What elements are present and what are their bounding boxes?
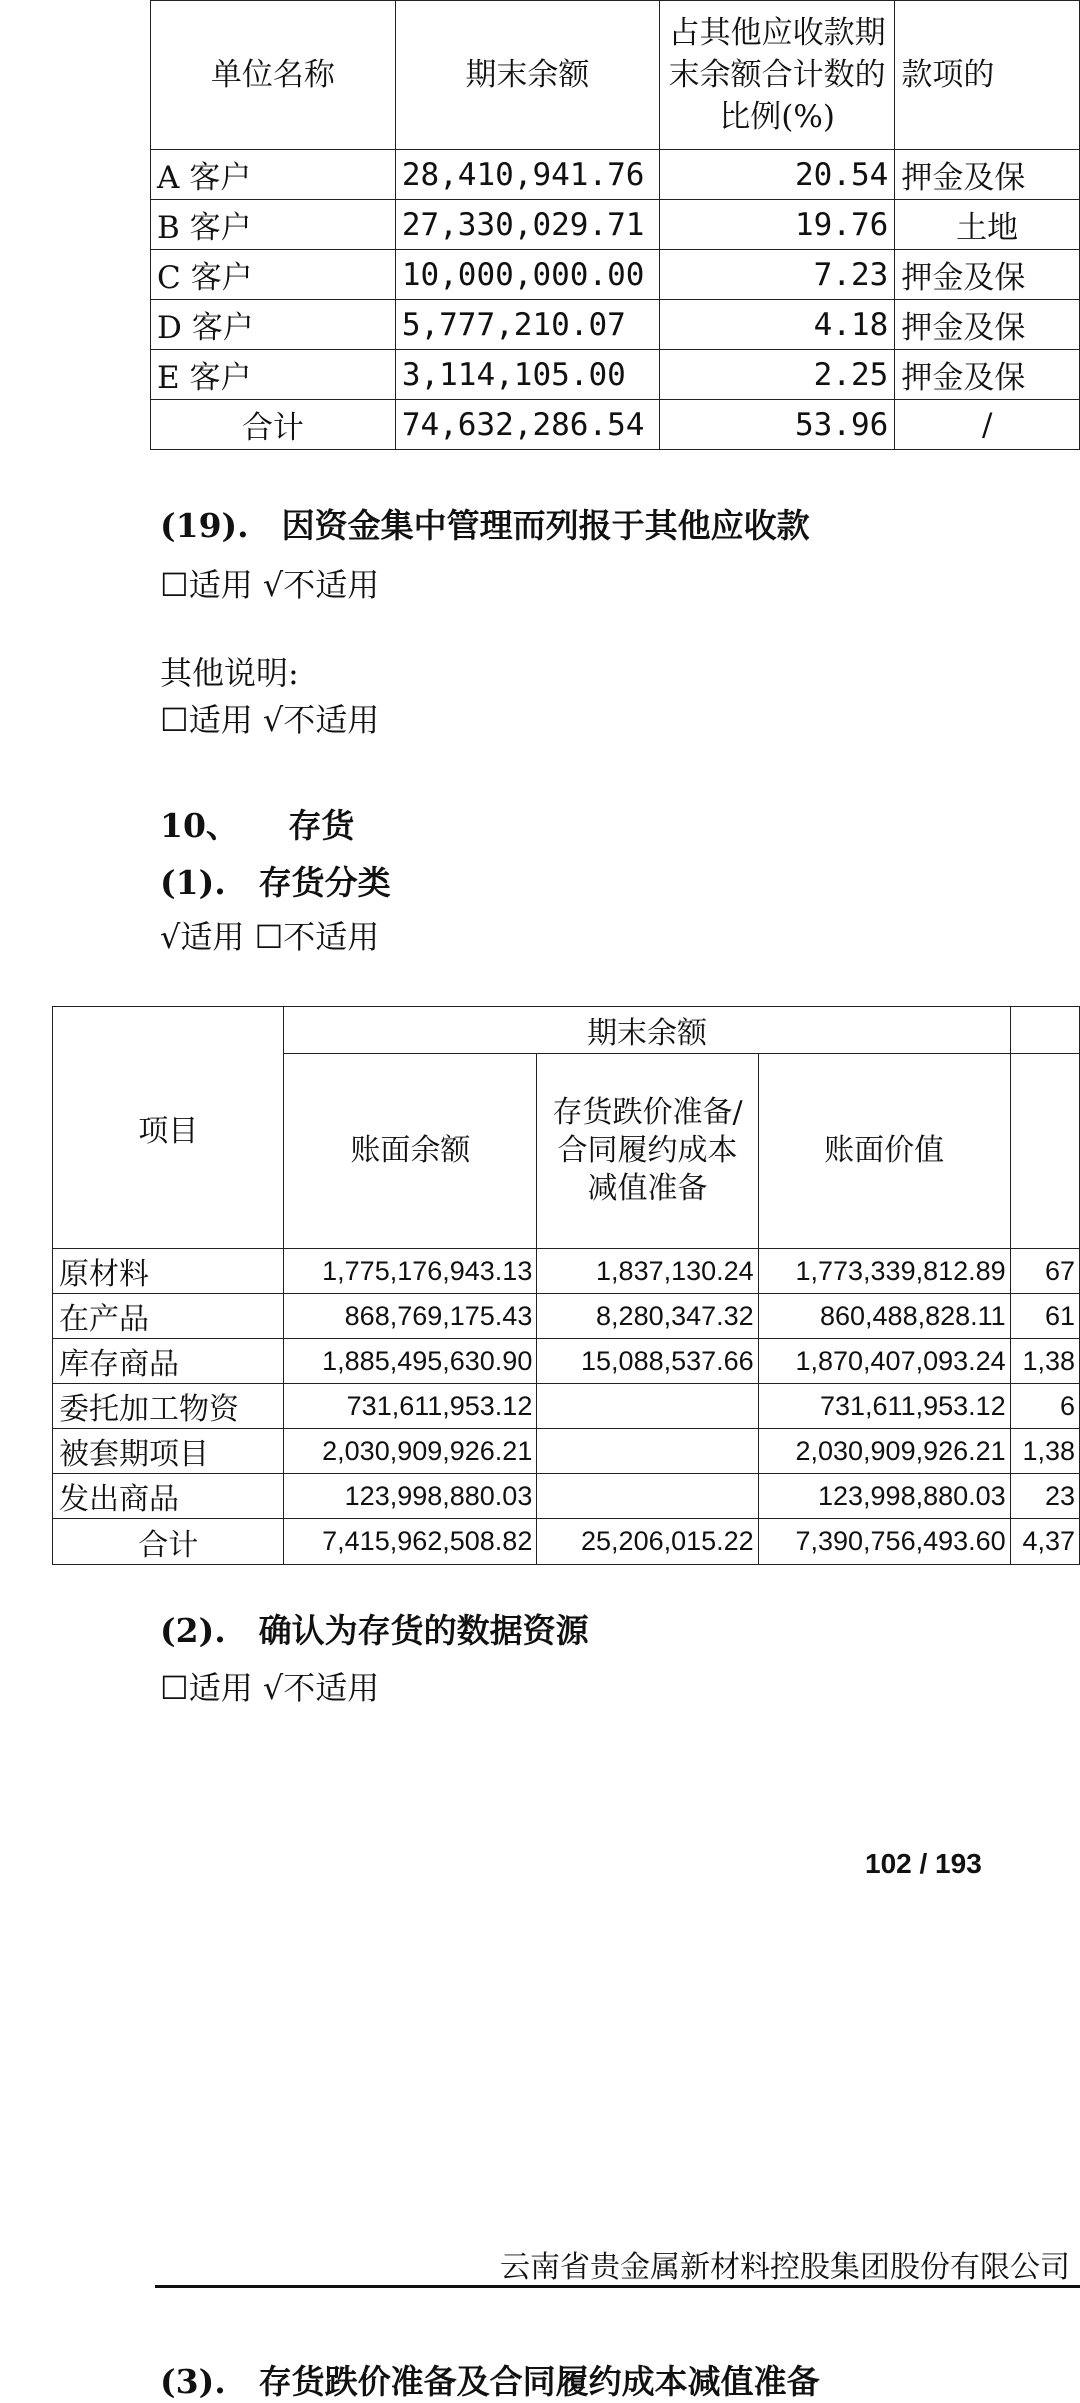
header-impairment: 存货跌价准备/合同履约成本减值准备: [537, 1054, 758, 1249]
table-row: [53, 1339, 1080, 1384]
cell-balance: 10,000,000.00: [395, 250, 659, 300]
section-10-title: 10、 存货: [160, 806, 355, 845]
cell-total-label: 合计: [53, 1519, 284, 1565]
cell-total-balance: 74,632,286.54: [395, 400, 659, 450]
impairment-provision-title: (3). 存货跌价准备及合同履约成本减值准备: [160, 2362, 820, 2401]
cell-company: A 客户: [151, 150, 396, 200]
header-item: 项目: [53, 1007, 284, 1249]
table-row: [53, 1429, 1080, 1474]
cell-item: 被套期项目: [53, 1429, 284, 1474]
cell-nature: 押金及保: [895, 150, 1080, 200]
cell-book-balance: 1,885,495,630.90: [284, 1339, 537, 1384]
cell-book-balance: 731,611,953.12: [284, 1384, 537, 1429]
table-row: [53, 1294, 1080, 1339]
cell-balance: 3,114,105.00: [395, 350, 659, 400]
cell-book-value: 860,488,828.11: [758, 1294, 1010, 1339]
cell-item: 原材料: [53, 1249, 284, 1294]
data-resources-options: ☐适用 √不适用: [160, 1669, 380, 1707]
cell-impairment: 1,837,130.24: [537, 1249, 758, 1294]
cell-total-label: 合计: [151, 400, 396, 450]
table-row: [151, 300, 1080, 350]
cell-cut-off: 67: [1010, 1249, 1079, 1294]
cell-book-value: 1,773,339,812.89: [758, 1249, 1010, 1294]
cell-cut-off: 1,38: [1010, 1339, 1079, 1384]
cell-ratio: 7.23: [659, 250, 894, 300]
cell-book-value: 731,611,953.12: [758, 1384, 1010, 1429]
cell-impairment: 15,088,537.66: [537, 1339, 758, 1384]
other-notes-label: 其他说明:: [160, 654, 299, 692]
cell-nature: 押金及保: [895, 300, 1080, 350]
cell-cut-off: 61: [1010, 1294, 1079, 1339]
header-book-value: 账面价值: [758, 1054, 1010, 1249]
cell-total-cut-off: 4,37: [1010, 1519, 1079, 1565]
table-total-row: [151, 400, 1080, 450]
cell-cut-off: 23: [1010, 1474, 1079, 1519]
cell-total-book-balance: 7,415,962,508.82: [284, 1519, 537, 1565]
header-cut-off: [1010, 1007, 1079, 1054]
cell-impairment: [537, 1474, 758, 1519]
inventory-table: [52, 1006, 1080, 1565]
cell-ratio: 19.76: [659, 200, 894, 250]
table-row: [151, 200, 1080, 250]
cell-impairment: [537, 1429, 758, 1474]
header-nature: 款项的: [895, 1, 1080, 150]
cell-company: B 客户: [151, 200, 396, 250]
inventory-classification-title: (1). 存货分类: [160, 863, 391, 902]
cell-impairment: [537, 1384, 758, 1429]
cell-balance: 27,330,029.71: [395, 200, 659, 250]
cell-cut-off: 6: [1010, 1384, 1079, 1429]
cell-balance: 5,777,210.07: [395, 300, 659, 350]
cell-ratio: 20.54: [659, 150, 894, 200]
section-19-options: ☐适用 √不适用: [160, 566, 380, 604]
cell-balance: 28,410,941.76: [395, 150, 659, 200]
table-row: [53, 1474, 1080, 1519]
header-book-balance: 账面余额: [284, 1054, 537, 1249]
cell-total-impairment: 25,206,015.22: [537, 1519, 758, 1565]
cell-ratio: 4.18: [659, 300, 894, 350]
cell-book-balance: 123,998,880.03: [284, 1474, 537, 1519]
cell-item: 在产品: [53, 1294, 284, 1339]
data-resources-title: (2). 确认为存货的数据资源: [160, 1611, 589, 1650]
cell-nature: 土地: [895, 200, 1080, 250]
other-notes-options: ☐适用 √不适用: [160, 701, 380, 739]
header-ratio: 占其他应收款期末余额合计数的比例(%): [659, 1, 894, 150]
header-company: 单位名称: [151, 1, 396, 150]
section-19-title: (19). 因资金集中管理而列报于其他应收款: [160, 506, 810, 545]
cell-total-nature: /: [895, 400, 1080, 450]
cell-nature: 押金及保: [895, 350, 1080, 400]
cell-item: 委托加工物资: [53, 1384, 284, 1429]
table-row: [151, 350, 1080, 400]
header-ending-balance: 期末余额: [395, 1, 659, 150]
cell-total-book-value: 7,390,756,493.60: [758, 1519, 1010, 1565]
cell-book-balance: 2,030,909,926.21: [284, 1429, 537, 1474]
company-header: 云南省贵金属新材料控股集团股份有限公司: [500, 2250, 1070, 2285]
cell-book-value: 2,030,909,926.21: [758, 1429, 1010, 1474]
table-row: [53, 1384, 1080, 1429]
table-row: [151, 150, 1080, 200]
header-ending-balance-group: 期末余额: [284, 1007, 1010, 1054]
table-total-row: [53, 1519, 1080, 1565]
cell-company: D 客户: [151, 300, 396, 350]
header-cut-off: [1010, 1054, 1079, 1249]
table-row: [151, 250, 1080, 300]
cell-item: 发出商品: [53, 1474, 284, 1519]
cell-book-value: 1,870,407,093.24: [758, 1339, 1010, 1384]
table-header-row: [151, 1, 1080, 150]
page-number: 102 / 193: [865, 1848, 982, 1879]
cell-impairment: 8,280,347.32: [537, 1294, 758, 1339]
cell-nature: 押金及保: [895, 250, 1080, 300]
cell-book-balance: 868,769,175.43: [284, 1294, 537, 1339]
cell-company: C 客户: [151, 250, 396, 300]
cell-ratio: 2.25: [659, 350, 894, 400]
cell-total-ratio: 53.96: [659, 400, 894, 450]
cell-item: 库存商品: [53, 1339, 284, 1384]
cell-cut-off: 1,38: [1010, 1429, 1079, 1474]
table-row: [53, 1249, 1080, 1294]
cell-company: E 客户: [151, 350, 396, 400]
inventory-classification-options: √适用 ☐不适用: [160, 918, 380, 956]
cell-book-value: 123,998,880.03: [758, 1474, 1010, 1519]
cell-book-balance: 1,775,176,943.13: [284, 1249, 537, 1294]
receivables-top5-table: [150, 0, 1080, 450]
table-header-row: [53, 1007, 1080, 1054]
header-rule: [155, 2285, 1080, 2288]
